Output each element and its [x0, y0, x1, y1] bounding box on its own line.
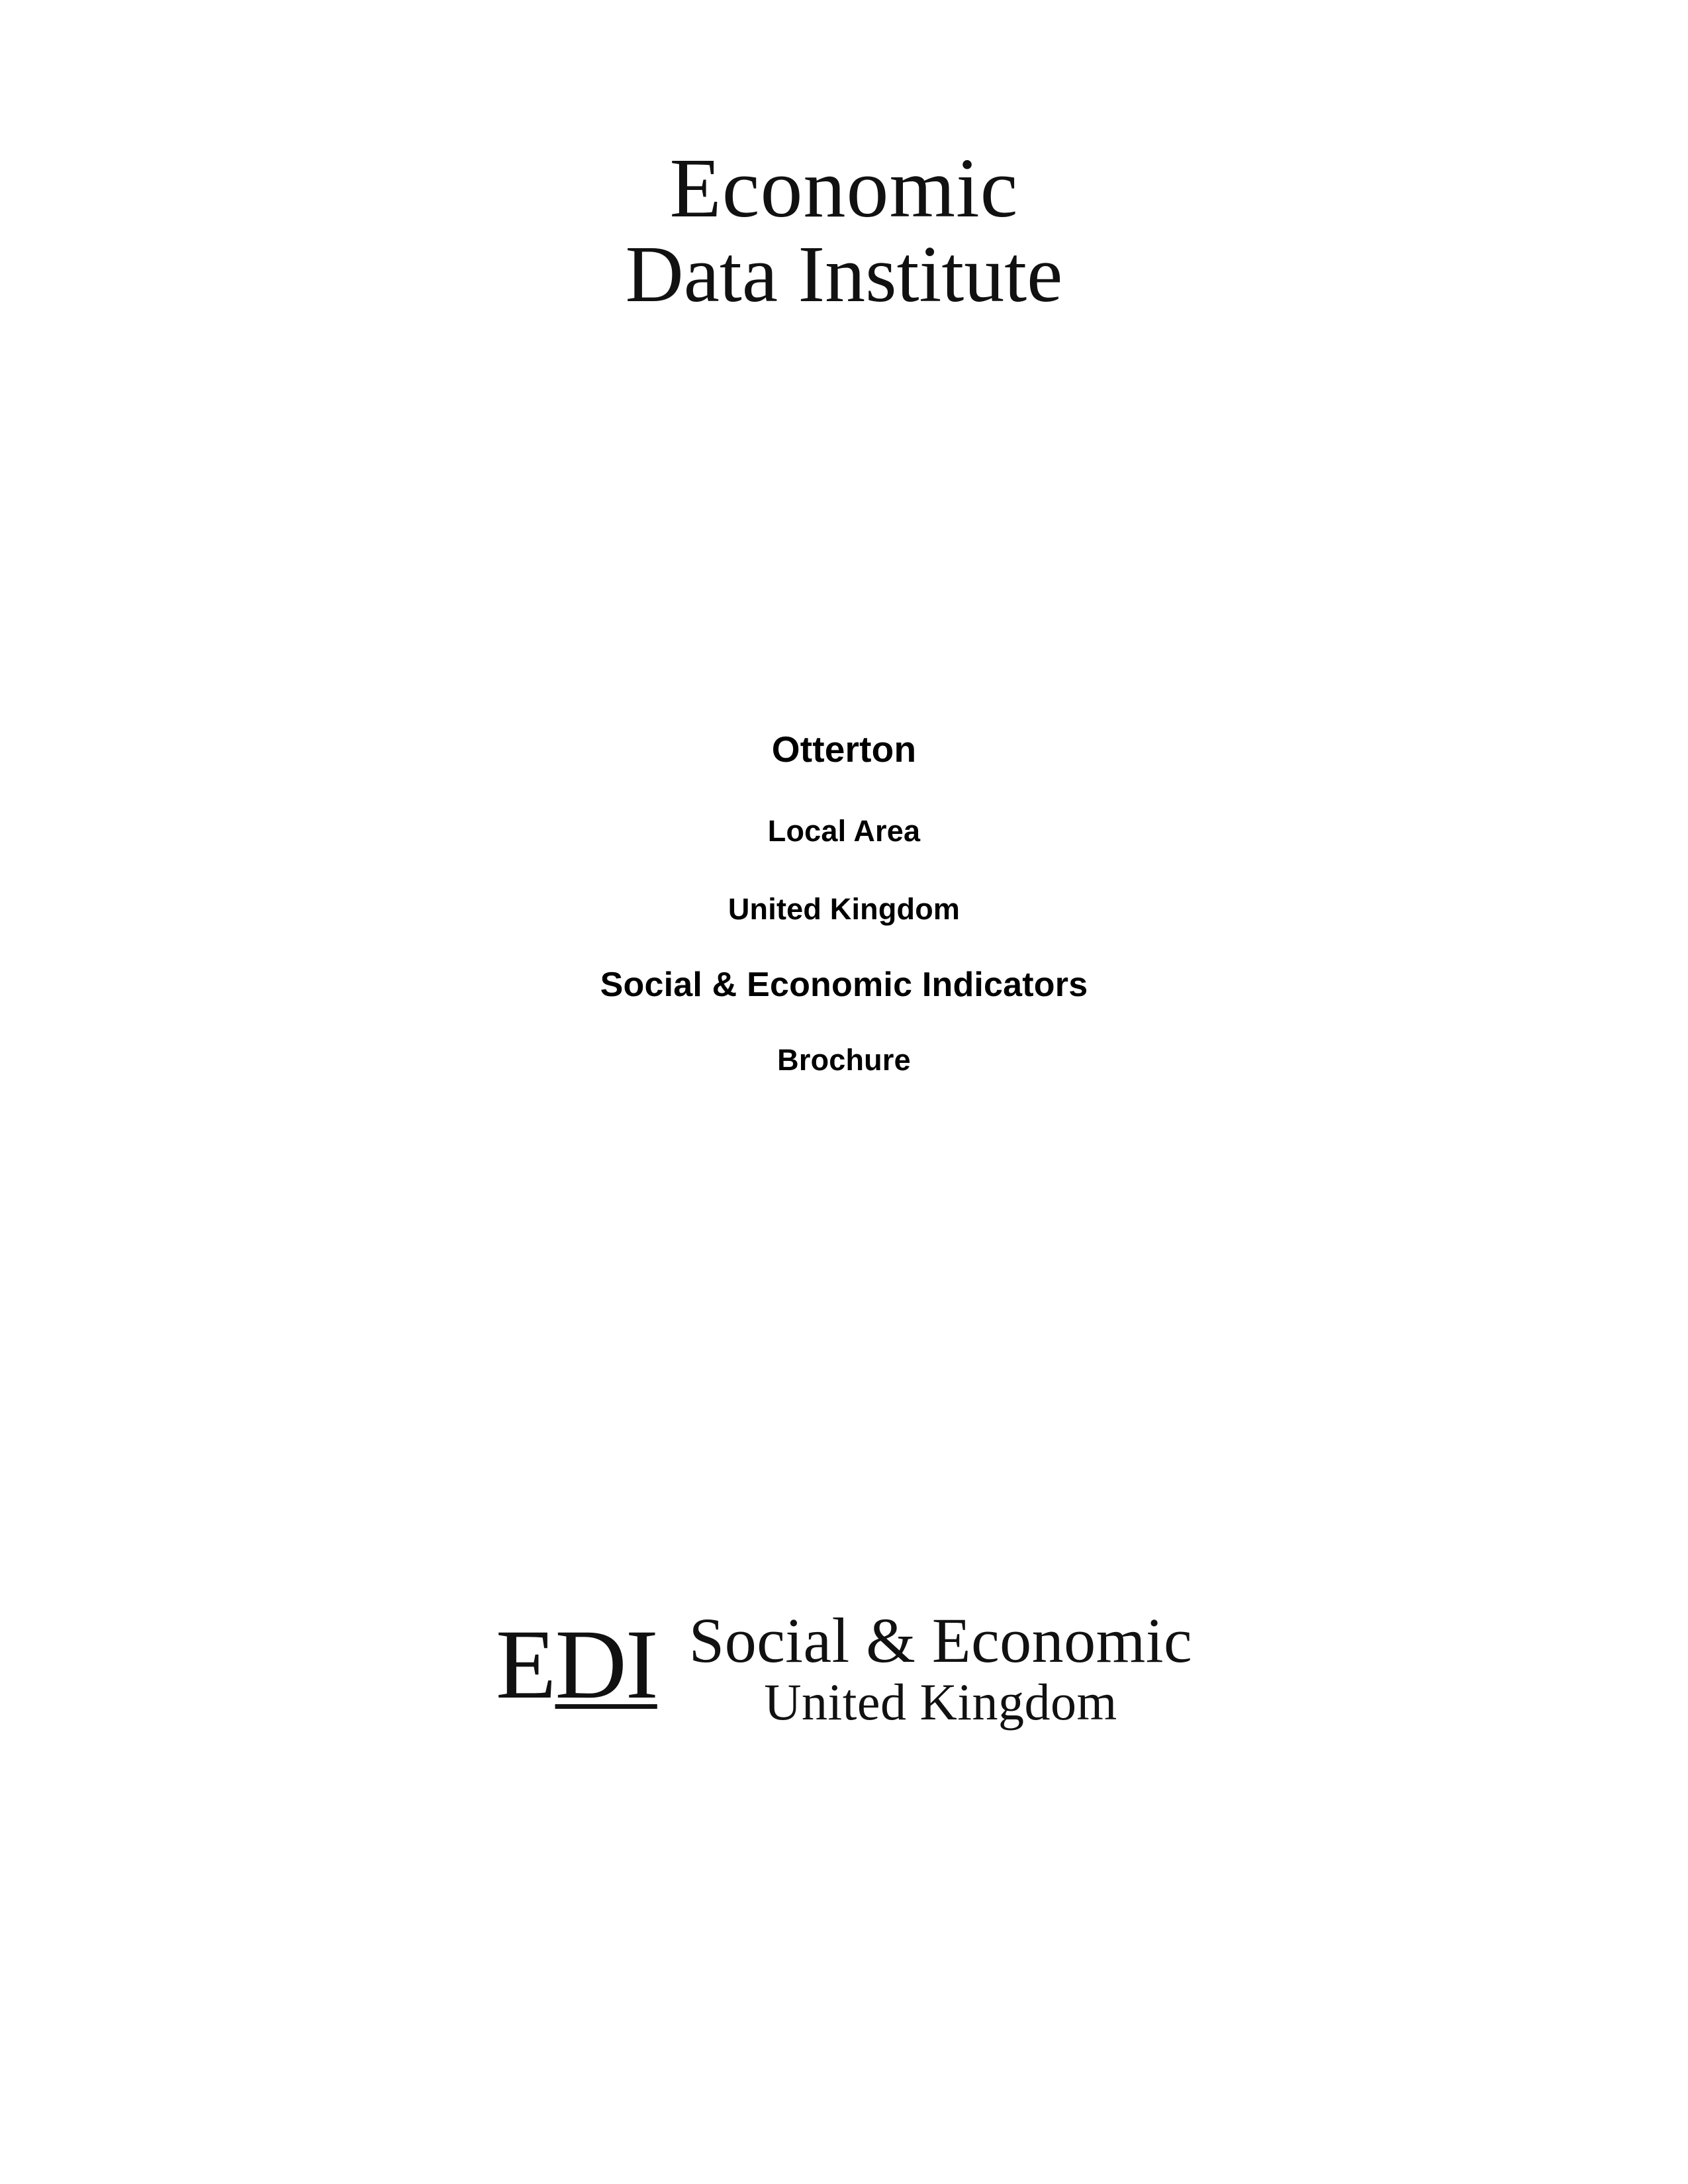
- edi-monogram-e: E: [495, 1610, 555, 1719]
- edi-wordmark: [688, 1605, 1193, 1731]
- masthead-line-2: Data Institute: [625, 230, 1063, 319]
- edi-wordmark-line-1: Social & Economic: [688, 1605, 1193, 1676]
- cover-title-block: [0, 728, 1688, 1077]
- area-name: Otterton: [771, 729, 917, 770]
- masthead-logo: [0, 141, 1688, 319]
- edi-monogram-di: DI: [555, 1610, 657, 1719]
- country-name: United Kingdom: [727, 892, 961, 926]
- edi-monogram: [495, 1610, 657, 1719]
- edi-footer-logo: [0, 1605, 1688, 1731]
- edi-wordmark-line-2: United Kingdom: [764, 1672, 1117, 1731]
- document-type: Brochure: [777, 1043, 911, 1077]
- masthead-line-1: Economic: [669, 141, 1019, 235]
- area-type: Local Area: [767, 814, 921, 848]
- report-subject: Social & Economic Indicators: [600, 966, 1088, 1004]
